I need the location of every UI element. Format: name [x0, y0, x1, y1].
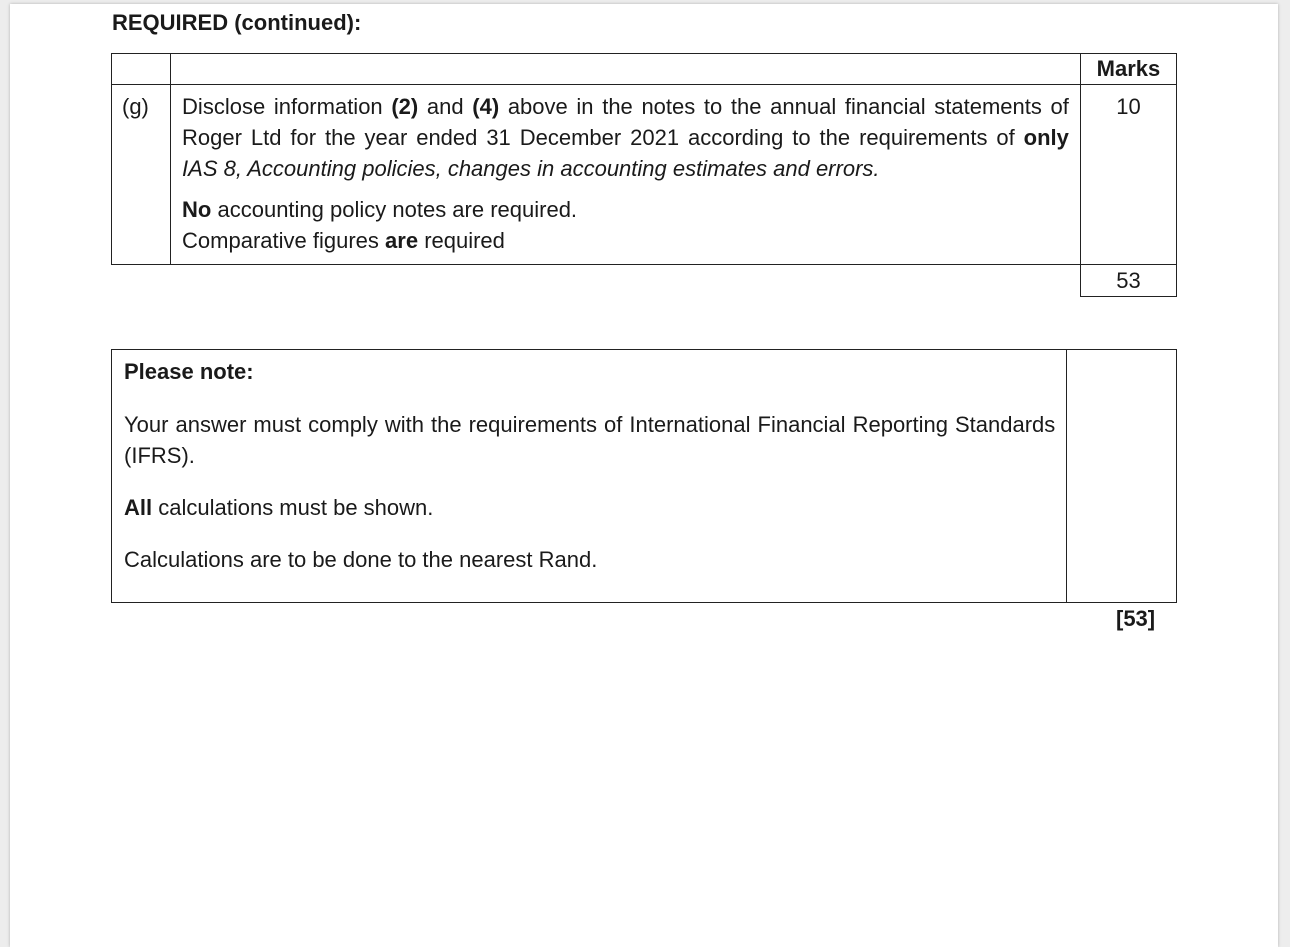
policy-notes-line [182, 194, 1069, 225]
note-side-cell [1067, 350, 1177, 603]
note-title: Please note: [124, 359, 254, 384]
text-run: required [418, 228, 505, 253]
bold-only: only [1023, 125, 1069, 150]
text-run: and [418, 94, 473, 119]
bold-ref-2: (2) [391, 94, 419, 119]
note-ifrs: Your answer must comply with the requirements of International Financial Reporting Standards (IFRS). [124, 412, 1056, 468]
requirement-text [182, 91, 1069, 184]
bold-are: are [385, 228, 419, 253]
text-run: above in the notes to the annual financial statements of Roger Ltd for the year ended 31 December 2021 according to the requirements of [182, 94, 1069, 150]
section-heading: REQUIRED (continued): [112, 10, 362, 35]
table-row [112, 85, 1177, 265]
note-box [111, 349, 1177, 603]
text-run: Disclose information [182, 94, 392, 119]
marks-header: Marks [1080, 54, 1176, 85]
header-label-cell [112, 54, 171, 85]
grand-total: [53] [1116, 606, 1156, 631]
item-marks-cell [1080, 85, 1176, 265]
text-run: accounting policy notes are required. [211, 197, 578, 222]
header-desc-cell [171, 54, 1081, 85]
item-marks: 10 [1116, 94, 1141, 119]
comparatives-line [182, 225, 1069, 256]
required-table [111, 53, 1177, 265]
text-run: Comparative figures [182, 228, 386, 253]
document-page [10, 4, 1278, 947]
text-run: calculations must be shown. [152, 495, 434, 520]
item-description-cell [171, 85, 1081, 265]
table-header-row [112, 54, 1177, 85]
note-row [112, 350, 1177, 603]
note-content [112, 350, 1067, 603]
item-description [171, 85, 1080, 264]
marks-total: 53 [1080, 264, 1177, 297]
note-calculations [124, 492, 1055, 523]
item-label: (g) [122, 94, 149, 119]
standard-reference: IAS 8, Accounting policies, changes in accounting estimates and errors. [182, 156, 880, 181]
note-rounding: Calculations are to be done to the nearest Rand. [124, 547, 598, 572]
bold-ref-4: (4) [472, 94, 500, 119]
bold-no: No [182, 197, 212, 222]
item-label-cell [112, 85, 171, 265]
bold-all: All [124, 495, 153, 520]
